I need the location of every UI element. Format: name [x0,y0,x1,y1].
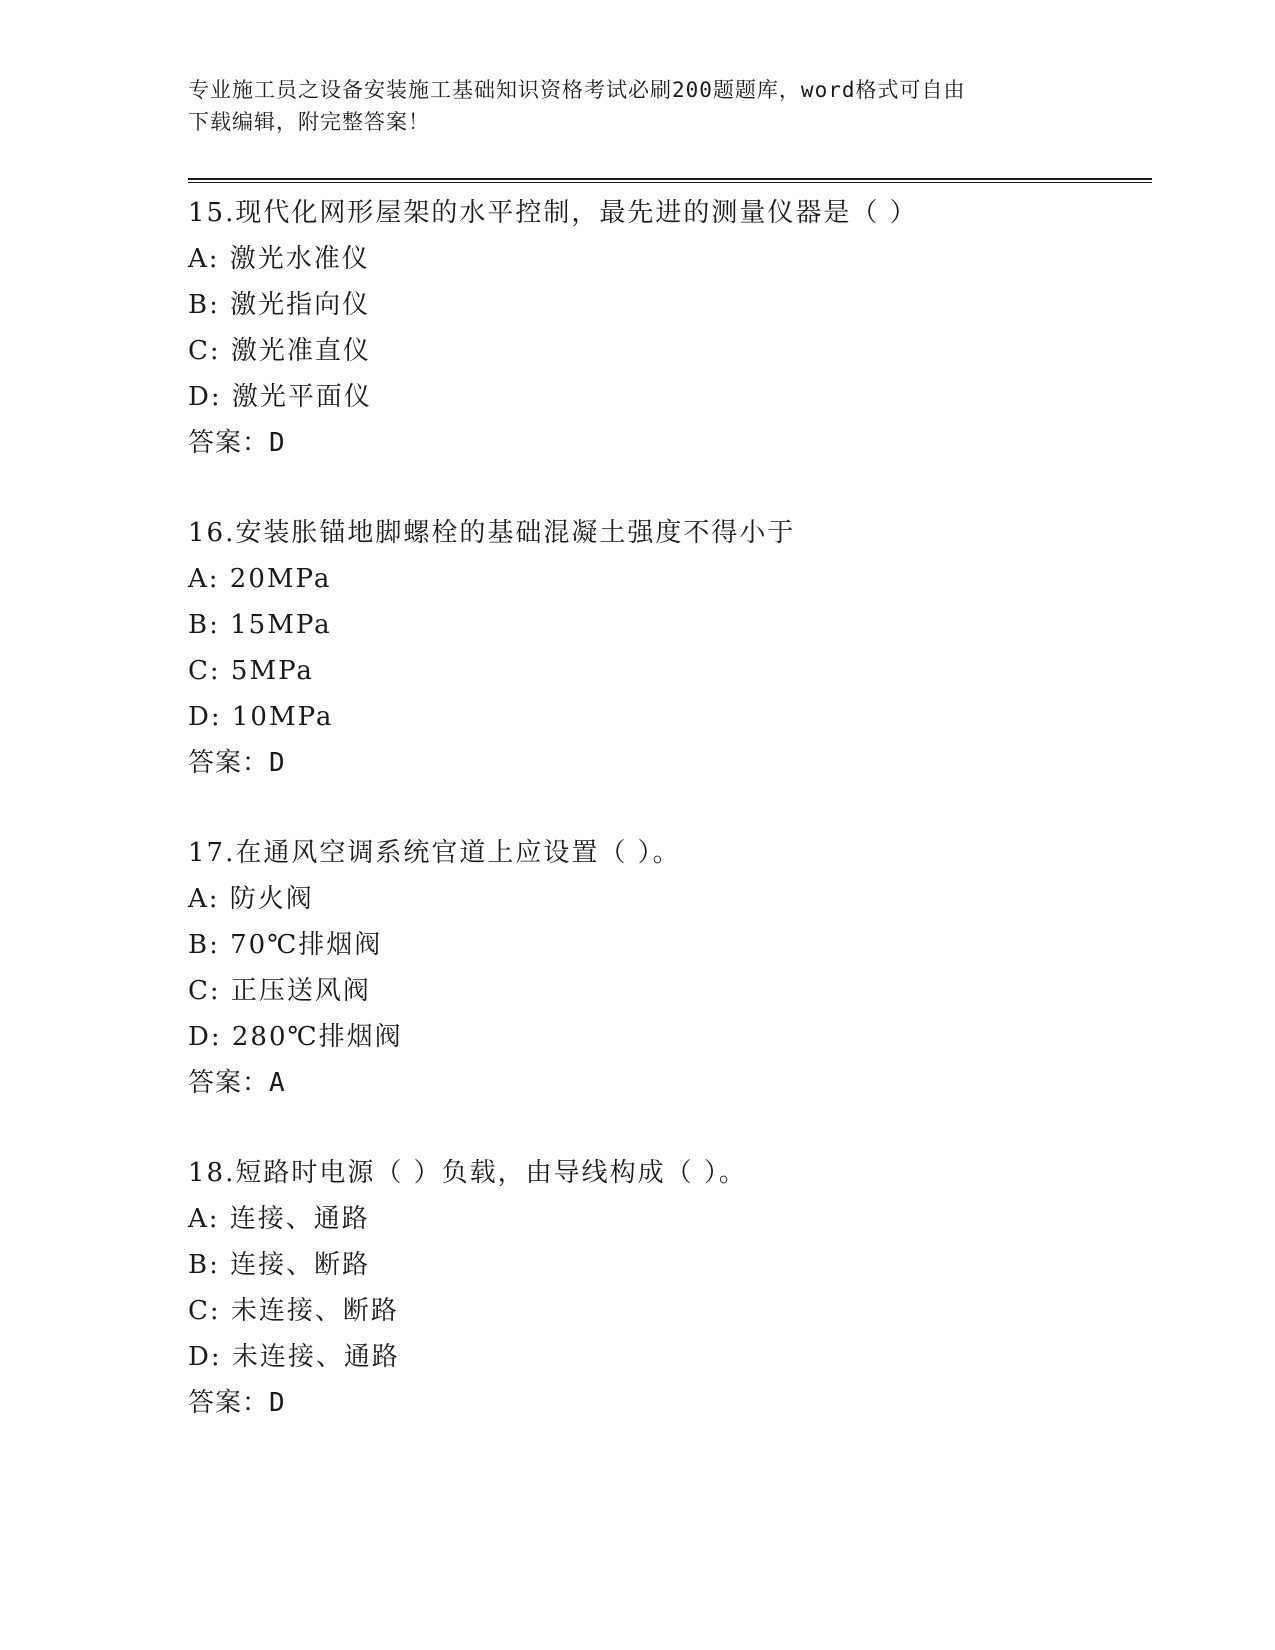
question-stem: 16.安装胀锚地脚螺栓的基础混凝土强度不得小于 [188,518,796,548]
header-line-1: 专业施工员之设备安装施工基础知识资格考试必刷200题题库，word格式可自由 [188,78,966,102]
option-b: B: 连接、断路 [188,1250,371,1280]
option-c: C: 未连接、断路 [188,1296,399,1326]
header-line-2: 下载编辑，附完整答案！ [188,110,430,134]
question-stem: 17.在通风空调系统官道上应设置（ ）。 [188,838,681,868]
answer: 答案：D [188,1388,286,1418]
answer: 答案：D [188,748,286,778]
question-list [188,190,1148,1426]
question-15 [188,190,1148,466]
option-a: A: 连接、通路 [188,1204,370,1234]
option-a: A: 激光水准仪 [188,244,370,274]
option-d: D: 280℃排烟阀 [188,1022,403,1052]
question-18 [188,1150,1148,1426]
option-d: D: 未连接、通路 [188,1342,400,1372]
option-b: B: 70℃排烟阀 [188,930,383,960]
document-header [188,74,1068,138]
option-c: C: 5MPa [188,656,314,686]
option-a: A: 防火阀 [188,884,314,914]
option-d: D: 激光平面仪 [188,382,372,412]
option-c: C: 正压送风阀 [188,976,371,1006]
question-16 [188,510,1148,786]
answer: 答案：D [188,428,286,458]
option-b: B: 15MPa [188,610,332,640]
answer: 答案：A [188,1068,286,1098]
option-a: A: 20MPa [188,564,332,594]
question-stem: 15.现代化网形屋架的水平控制，最先进的测量仪器是（ ） [188,198,918,228]
option-b: B: 激光指向仪 [188,290,371,320]
header-divider [188,178,1152,183]
option-d: D: 10MPa [188,702,334,732]
question-17 [188,830,1148,1106]
option-c: C: 激光准直仪 [188,336,371,366]
question-stem: 18.短路时电源（ ）负载，由导线构成（ ）。 [188,1158,747,1188]
